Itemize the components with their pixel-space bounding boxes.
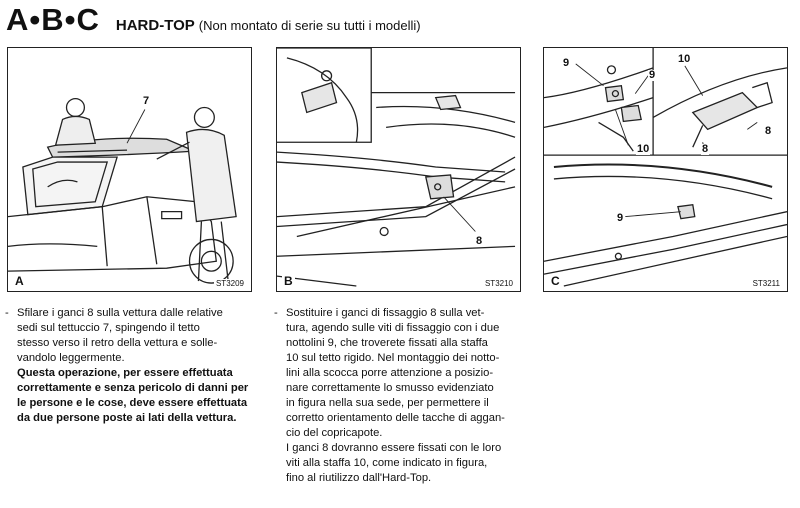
callout-10-b: 10	[678, 53, 691, 65]
figure-c-code: ST3211	[752, 279, 780, 288]
text-line: cio del copricapote.	[286, 427, 383, 439]
figure-c-illustration	[544, 48, 787, 291]
callout-8: 8	[476, 235, 483, 247]
instruction-column-2	[274, 306, 536, 486]
figure-a-illustration	[8, 48, 251, 291]
text-line: stesso verso il retro della vettura e solle-	[17, 337, 218, 349]
page-subtitle: (Non montato di serie su tutti i modelli)	[198, 18, 421, 33]
page-header	[6, 2, 421, 44]
figure-b-letter: B	[284, 274, 293, 288]
callout-9-c: 9	[617, 212, 624, 224]
figure-b-illustration	[277, 48, 520, 291]
figure-b-code: ST3210	[484, 279, 513, 288]
text-line: fino al riutilizzo dall'Hard-Top.	[286, 472, 432, 484]
bullet-dash: -	[5, 307, 9, 319]
section-letters: A•B•C	[6, 2, 100, 37]
callout-9-a: 9	[563, 57, 570, 69]
warning-line: Questa operazione, per essere effettuata	[17, 367, 233, 379]
callout-9-b: 9	[649, 69, 656, 81]
warning-line: le persone e le cose, deve essere effettuata	[17, 397, 248, 409]
bullet-dash: -	[274, 307, 278, 319]
callout-8-b: 8	[702, 143, 709, 155]
text-line: tura, agendo sulle viti di fissaggio con i due	[286, 322, 500, 334]
text-line: in figura nella sua sede, per permettere il	[286, 397, 489, 409]
figure-a-letter: A	[15, 274, 24, 288]
figure-c-letter: C	[551, 274, 560, 288]
callout-8-a: 8	[765, 125, 772, 137]
callout-10-a: 10	[637, 143, 650, 155]
instruction-column-1	[5, 306, 265, 426]
warning-line: correttamente e senza pericolo di danni per	[17, 382, 249, 394]
text-line: vandolo leggermente.	[17, 352, 125, 364]
text-line: lini alla scocca porre attenzione a posizio-	[286, 367, 494, 379]
figure-b	[276, 47, 521, 292]
figure-a-code: ST3209	[215, 279, 244, 288]
text-line: nottolini 9, che troverete fissati alla staffa	[286, 337, 488, 349]
text-line: sedi sul tettuccio 7, spingendo il tetto	[17, 322, 200, 334]
page-title: HARD-TOP	[115, 17, 195, 34]
text-line: nare correttamente lo smusso evidenziato	[286, 382, 494, 394]
figure-a	[7, 47, 252, 292]
text-line: corretto orientamento delle tacche di aggan-	[286, 412, 505, 424]
text-line: Sfilare i ganci 8 sulla vettura dalle relative	[17, 307, 223, 319]
callout-7: 7	[143, 95, 150, 107]
text-line: I ganci 8 dovranno essere fissati con le loro	[286, 442, 502, 454]
text-line: viti alla staffa 10, come indicato in figura,	[286, 457, 488, 469]
text-line: 10 sul tetto rigido. Nel montaggio dei notto-	[286, 352, 500, 364]
text-line: Sostituire i ganci di fissaggio 8 sulla vet-	[286, 307, 485, 319]
figure-c	[543, 47, 788, 292]
warning-line: da due persone poste ai lati della vettura.	[17, 412, 237, 424]
